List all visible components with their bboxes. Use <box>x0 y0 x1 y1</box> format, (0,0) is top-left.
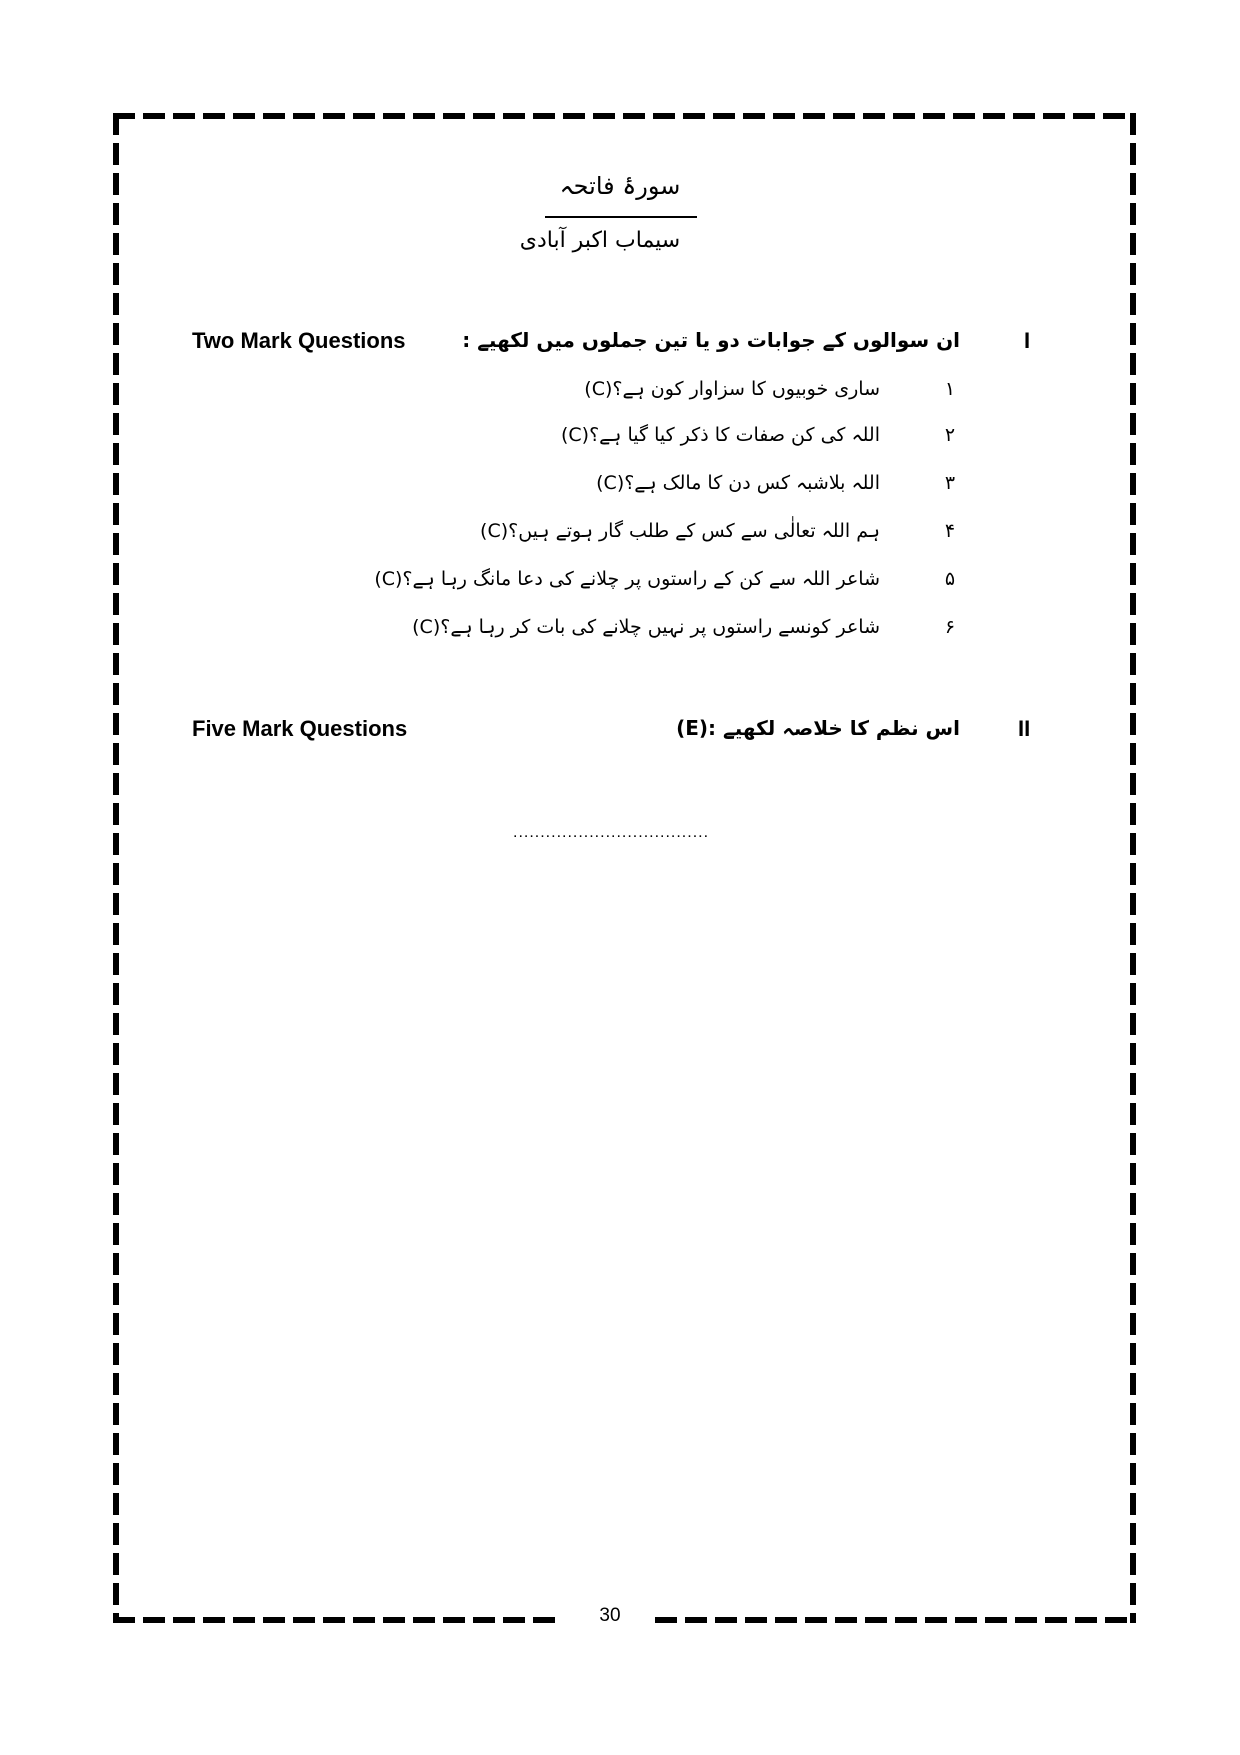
lesson-title: سورۂ فاتحہ <box>559 172 681 200</box>
question-number: ۵ <box>944 568 956 590</box>
question-text: اللہ بلاشبہ کس دن کا مالک ہے؟(C) <box>596 472 880 494</box>
poet-name: سیماب اکبر آبادی <box>519 228 681 253</box>
question-number: ۴ <box>944 520 956 542</box>
title-underline <box>545 216 697 218</box>
end-dots: .................................... <box>513 824 710 841</box>
page-number: 30 <box>599 1605 621 1626</box>
question-text: اللہ کی کن صفات کا ذکر کیا گیا ہے؟(C) <box>560 424 880 446</box>
page-border-bottom-left <box>113 1617 563 1623</box>
question-text: شاعر اللہ سے کن کے راستوں پر چلانے کی دعا مانگ رہا ہے؟(C) <box>374 568 880 590</box>
section-1-numeral: I <box>1024 328 1031 353</box>
section-1-label: Two Mark Questions <box>192 328 406 353</box>
question-text: ساری خوبیوں کا سزاوار کون ہے؟(C) <box>584 378 880 400</box>
section-2-numeral: II <box>1018 716 1031 741</box>
page-border-top <box>113 113 1136 119</box>
question-number: ۲ <box>944 424 956 446</box>
question-text: شاعر کونسے راستوں پر نہیں چلانے کی بات کر رہا ہے؟(C) <box>412 616 880 638</box>
section-2-label: Five Mark Questions <box>192 716 408 741</box>
page-border-bottom-right <box>655 1617 1136 1623</box>
question-number: ۱ <box>944 378 956 400</box>
question-number: ۳ <box>944 472 956 494</box>
page-border-right <box>1130 113 1136 1623</box>
question-number: ۶ <box>944 616 956 638</box>
section-1-instruction: ان سوالوں کے جوابات دو یا تین جملوں میں لکھیے : <box>462 328 960 352</box>
section-2-instruction: اس نظم کا خلاصہ لکھیے :(E) <box>676 716 960 740</box>
page-border-left <box>113 113 119 1623</box>
question-text: ہم اللہ تعالٰی سے کس کے طلب گار ہوتے ہیں؟(C) <box>480 520 880 542</box>
